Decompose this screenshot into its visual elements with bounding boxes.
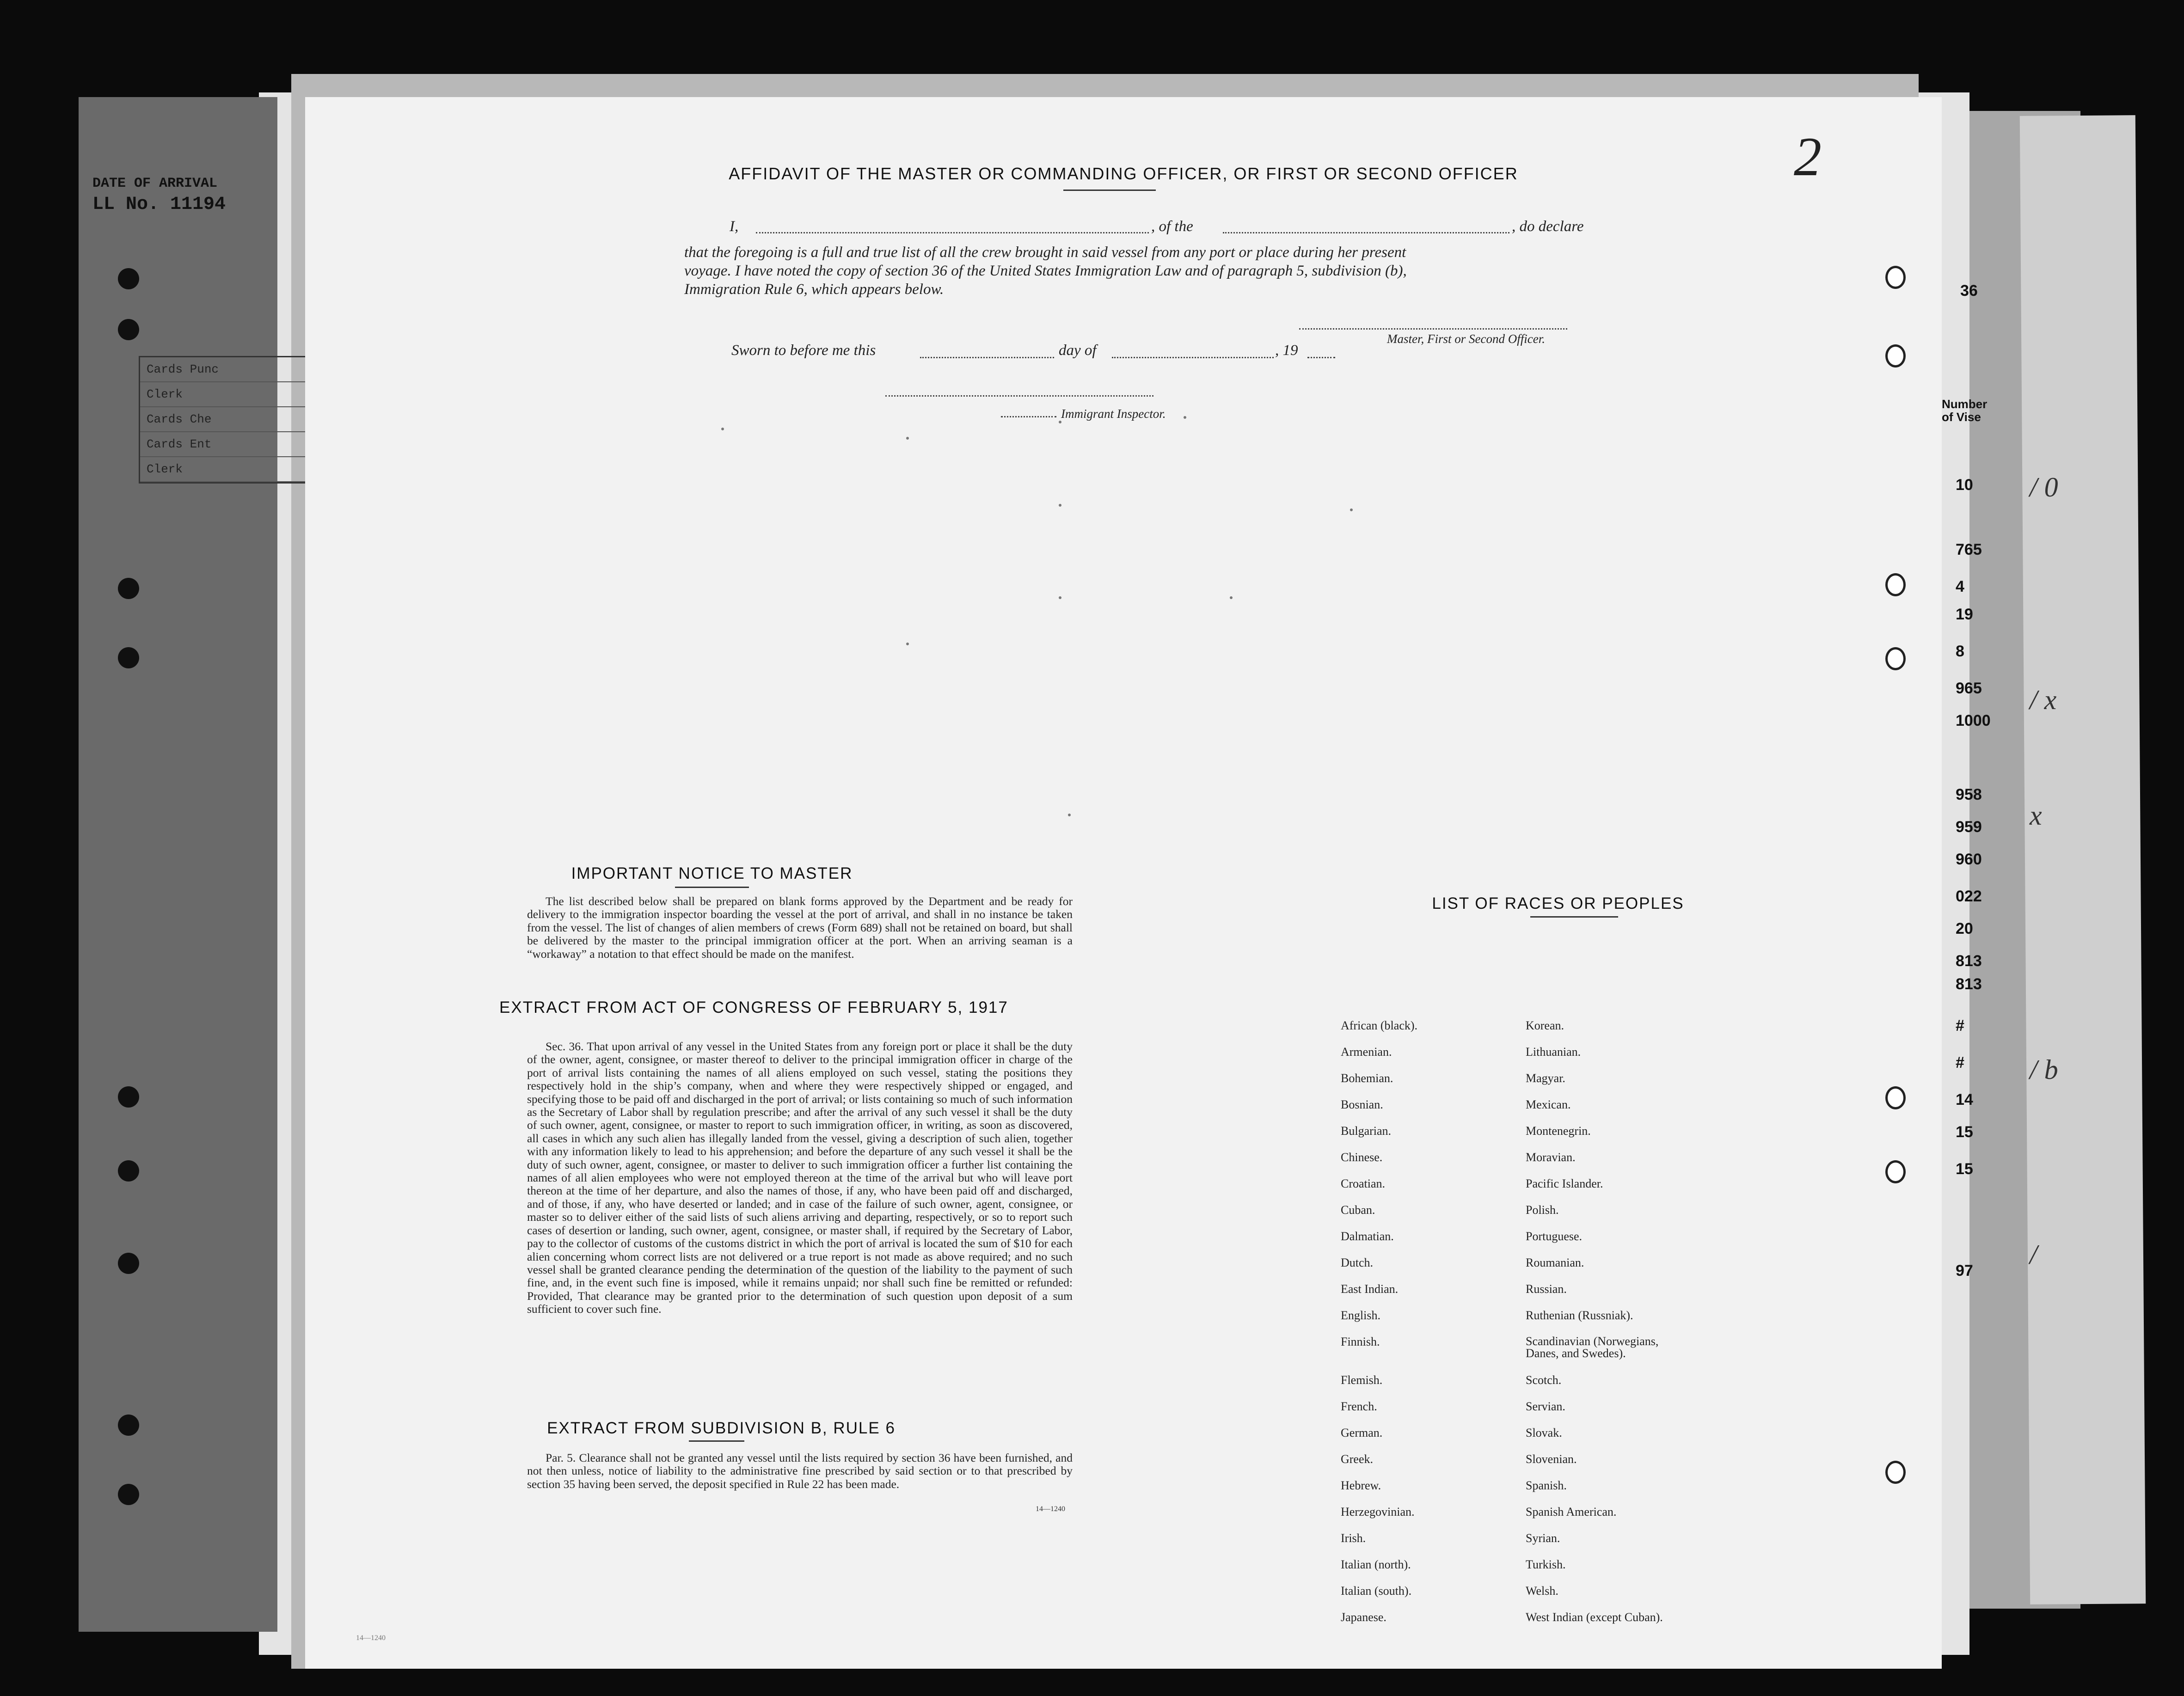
punch-hole: [118, 1086, 139, 1108]
race-item: Slovenian.: [1526, 1452, 1577, 1466]
vise-number: 15: [1956, 1123, 1973, 1141]
race-item: Japanese.: [1341, 1610, 1386, 1624]
column-header-line: of Vise: [1942, 410, 1981, 424]
sheet-hole: [1885, 344, 1906, 367]
inspector-label: Immigrant Inspector.: [1061, 407, 1166, 421]
handwritten-mark: /: [2030, 1239, 2037, 1270]
vise-number: 765: [1956, 541, 1982, 558]
handwritten-mark: / x: [2030, 685, 2057, 715]
race-item: Montenegrin.: [1526, 1124, 1591, 1138]
sheet-hole: [1885, 1160, 1906, 1183]
race-item: West Indian (except Cuban).: [1526, 1610, 1663, 1624]
faint-mark: [906, 643, 909, 645]
race-item: Spanish American.: [1526, 1505, 1617, 1518]
race-item: Bosnian.: [1341, 1098, 1383, 1111]
faint-mark: [1184, 416, 1186, 419]
faint-mark: [721, 428, 724, 430]
faint-mark: [1059, 504, 1061, 507]
handwritten-mark: x: [2030, 800, 2042, 831]
column-header-line: Number: [1942, 397, 1988, 411]
notice-title: IMPORTANT NOTICE TO MASTER: [571, 864, 853, 882]
race-item: Magyar.: [1526, 1071, 1565, 1085]
race-item: Korean.: [1526, 1019, 1564, 1032]
vise-number: 959: [1956, 818, 1982, 836]
form-number: 14—1240: [1036, 1505, 1065, 1513]
race-item: Scandinavian (Norwegians, Danes, and Swedes).: [1526, 1335, 1659, 1360]
day-of-text: day of: [1059, 342, 1097, 359]
vise-number: 97: [1956, 1262, 1973, 1280]
race-item: Slovak.: [1526, 1426, 1562, 1439]
sheet-hole: [1885, 1086, 1906, 1109]
rule-rule: [689, 1440, 744, 1442]
vise-number: 8: [1956, 643, 1964, 660]
inspector-dots: [1001, 416, 1056, 417]
faint-mark: [1068, 814, 1071, 816]
sworn-text: Sworn to before me this: [731, 342, 876, 359]
race-item: Italian (north).: [1341, 1558, 1411, 1571]
race-item: Finnish.: [1341, 1335, 1380, 1348]
race-item: Croatian.: [1341, 1177, 1386, 1190]
affidavit-do-declare: , do declare: [1512, 218, 1584, 235]
race-item: Portuguese.: [1526, 1230, 1583, 1243]
column-36-label: 36: [1960, 282, 1978, 300]
notice-text: The list described below shall be prepared on blank forms approved by the Department and be ready for delivery to the immigration inspector boarding the vessel at the port of arrival, and shall in no instance be taken from the vessel. The list of changes of alien members of crews (Form 689) shall not be retained on board, but shall be delivered by the master to the principal immigration officer at the port. When an arriving seaman is a “workaway” a notation to that effect should be made on the manifest.: [527, 894, 1073, 961]
race-item: Spanish.: [1526, 1479, 1567, 1492]
race-item: Hebrew.: [1341, 1479, 1381, 1492]
race-item: Lithuanian.: [1526, 1045, 1581, 1059]
race-item: Roumanian.: [1526, 1256, 1584, 1269]
sheet-hole: [1885, 1461, 1906, 1484]
cards-cell: Cards Ent: [140, 432, 344, 457]
list-number: LL No. 11194: [92, 194, 226, 215]
race-item: Moravian.: [1526, 1151, 1576, 1164]
race-item: Bohemian.: [1341, 1071, 1393, 1085]
arrival-date-label: DATE OF ARRIVAL: [92, 176, 218, 191]
race-item: Cuban.: [1341, 1203, 1375, 1217]
affidavit-of-the: , of the: [1151, 218, 1193, 235]
races-title: LIST OF RACES OR PEOPLES: [1432, 894, 1684, 912]
race-item: Russian.: [1526, 1282, 1567, 1296]
vise-number: 965: [1956, 680, 1982, 697]
sheet-hole: [1885, 647, 1906, 670]
inspector-signature-field: [885, 395, 1153, 397]
faint-mark: [1059, 596, 1061, 599]
race-item: Polish.: [1526, 1203, 1559, 1217]
race-item: Italian (south).: [1341, 1584, 1412, 1598]
vise-number: 960: [1956, 851, 1982, 868]
act-text: Sec. 36. That upon arrival of any vessel in the United States from any foreign port or place it shall be the duty of the owner, agent, consignee, or master thereof to deliver to the principal immigration officer in charge of the port of arrival lists containing the names of all aliens employed on such vessel, stating the positions they respectively hold in the ship’s company, when and where they were respectively shipped or engaged, and specifying those to be paid off and discharged in the port of arrival; or lists containing so much of such information as the Secretary of Labor shall by regulation prescribe; and after the arrival of any such vessel it shall be the duty of such owner, agent, consignee, or master to report to such immigration officer, in writing, as soon as discovered, all cases in which any such alien has illegally landed from the vessel, giving a description of such alien, together with any information likely to lead to his apprehension; and before the departure of any such vessel it shall be the duty of such owner, agent, consignee, or master to deliver to such immigration officer a further list containing the names of all alien employees who were not employed thereon at the time of the arrival but who will leave port thereon at the time of her departure, and also the names of those, if any, who have been paid off and discharged, and of those, if any, who have deserted or landed; and in case of the failure of such owner, agent, consignee, or master so to deliver either of the said lists of such aliens arriving and departing, respectively, or so to report such cases of desertion or landing, such owner, agent, consignee, or master shall, if required by the Secretary of Labor, pay to the collector of customs of the customs district in which the port of arrival is located the sum of $10 for each alien concerning whom correct lists are not delivered or a true report is not made as above required; and no such vessel shall be granted clearance pending the determination of the question of the liability to the payment of such fine, and, in the event such fine is imposed, while it remains unpaid; nor shall such fine be remitted or refunded: Provided, That clearance may be granted prior to the determination of such question upon deposit of a sum sufficient to cover such fine.: [527, 1040, 1073, 1316]
rule-title: EXTRACT FROM SUBDIVISION B, RULE 6: [547, 1419, 896, 1437]
race-item: Servian.: [1526, 1400, 1565, 1413]
vessel-field: [1223, 232, 1509, 233]
affidavit-line: voyage. I have noted the copy of section 36 of the United States Immigration Law and of paragraph 5, subdivision (b),: [684, 263, 1407, 279]
race-item: Ruthenian (Russniak).: [1526, 1309, 1633, 1322]
race-item: African (black).: [1341, 1019, 1418, 1032]
race-item: Welsh.: [1526, 1584, 1558, 1598]
cards-cell: Clerk: [140, 457, 344, 482]
cards-cell: Cards Punc: [140, 357, 344, 382]
vise-number: 15: [1956, 1160, 1973, 1178]
cards-cell: Cards Che: [140, 407, 344, 432]
affidavit-line: Immigration Rule 6, which appears below.: [684, 281, 944, 298]
vise-number: #: [1956, 1054, 1964, 1071]
cards-cell: Clerk: [140, 382, 344, 407]
race-item: Pacific Islander.: [1526, 1177, 1603, 1190]
punch-hole: [118, 1484, 139, 1505]
affidavit-sheet: [305, 97, 1942, 1669]
race-item: Mexican.: [1526, 1098, 1571, 1111]
vise-number: 14: [1956, 1091, 1973, 1108]
punch-hole: [118, 647, 139, 668]
faint-mark: [1350, 508, 1353, 511]
vise-number: 4: [1956, 578, 1964, 595]
vise-number: 1000: [1956, 712, 1991, 729]
sworn-day-field: [920, 357, 1054, 358]
race-item: Dalmatian.: [1341, 1230, 1394, 1243]
affidavit-title: AFFIDAVIT OF THE MASTER OR COMMANDING OFFICER, OR FIRST OR SECOND OFFICER: [729, 164, 1518, 183]
punch-hole: [118, 1253, 139, 1274]
rule-text: Par. 5. Clearance shall not be granted any vessel until the lists required by section 36 have been furnished, and not then unless, notice of liability to the administrative fine prescribed by said section or to that prescribed by section 35 having been served, the deposit specified in Rule 22 has been made.: [527, 1451, 1073, 1491]
race-item: Greek.: [1341, 1452, 1374, 1466]
handwritten-mark: / 0: [2030, 472, 2058, 502]
master-signature-label: Master, First or Second Officer.: [1387, 332, 1545, 346]
faint-mark: [906, 437, 909, 440]
title-rule: [1063, 190, 1156, 191]
race-item: Irish.: [1341, 1531, 1366, 1545]
vise-number: 813: [1956, 952, 1982, 970]
vise-number-column: [1923, 268, 2080, 1516]
races-rule: [1530, 916, 1618, 918]
punch-hole: [118, 1160, 139, 1182]
sheet-hole: [1885, 266, 1906, 289]
affidavit-line: that the foregoing is a full and true list of all the crew brought in said vessel from any port or place during her present: [684, 244, 1406, 261]
vise-number: 10: [1956, 476, 1973, 494]
race-item: Syrian.: [1526, 1531, 1560, 1545]
race-item: Chinese.: [1341, 1151, 1383, 1164]
arrival-stub: [92, 153, 268, 522]
punch-hole: [118, 1414, 139, 1436]
race-item: Bulgarian.: [1341, 1124, 1392, 1138]
race-item: Herzegovinian.: [1341, 1505, 1415, 1518]
affidavit-i: I,: [730, 218, 739, 235]
vise-number: 022: [1956, 888, 1982, 905]
notice-rule: [675, 887, 749, 888]
act-title: EXTRACT FROM ACT OF CONGRESS OF FEBRUARY 5, 1917: [499, 998, 1008, 1016]
faint-mark: [1059, 421, 1061, 423]
sheet-hole: [1885, 573, 1906, 596]
race-item: Scotch.: [1526, 1373, 1562, 1387]
race-item: East Indian.: [1341, 1282, 1399, 1296]
handwritten-sheet-number: 2: [1794, 126, 1822, 187]
vise-number: 813: [1956, 975, 1982, 993]
faint-mark: [1230, 596, 1233, 599]
race-item: Dutch.: [1341, 1256, 1374, 1269]
handwritten-mark: / b: [2030, 1054, 2058, 1085]
race-item: Armenian.: [1341, 1045, 1392, 1059]
year-text: , 19: [1275, 342, 1298, 359]
bottom-form-number: 14—1240: [356, 1634, 386, 1642]
race-item: German.: [1341, 1426, 1383, 1439]
punch-hole: [118, 578, 139, 599]
race-item: French.: [1341, 1400, 1377, 1413]
column-header: [1942, 398, 1987, 423]
master-signature-field: [1299, 328, 1567, 330]
race-item: Turkish.: [1526, 1558, 1566, 1571]
vise-number: 19: [1956, 606, 1973, 623]
vise-number: #: [1956, 1017, 1964, 1035]
vise-number: 20: [1956, 920, 1973, 937]
race-item: Flemish.: [1341, 1373, 1383, 1387]
name-field: [756, 232, 1149, 233]
vise-number: 958: [1956, 786, 1982, 803]
year-field: [1307, 357, 1335, 358]
sworn-month-field: [1112, 357, 1274, 358]
race-item: English.: [1341, 1309, 1380, 1322]
